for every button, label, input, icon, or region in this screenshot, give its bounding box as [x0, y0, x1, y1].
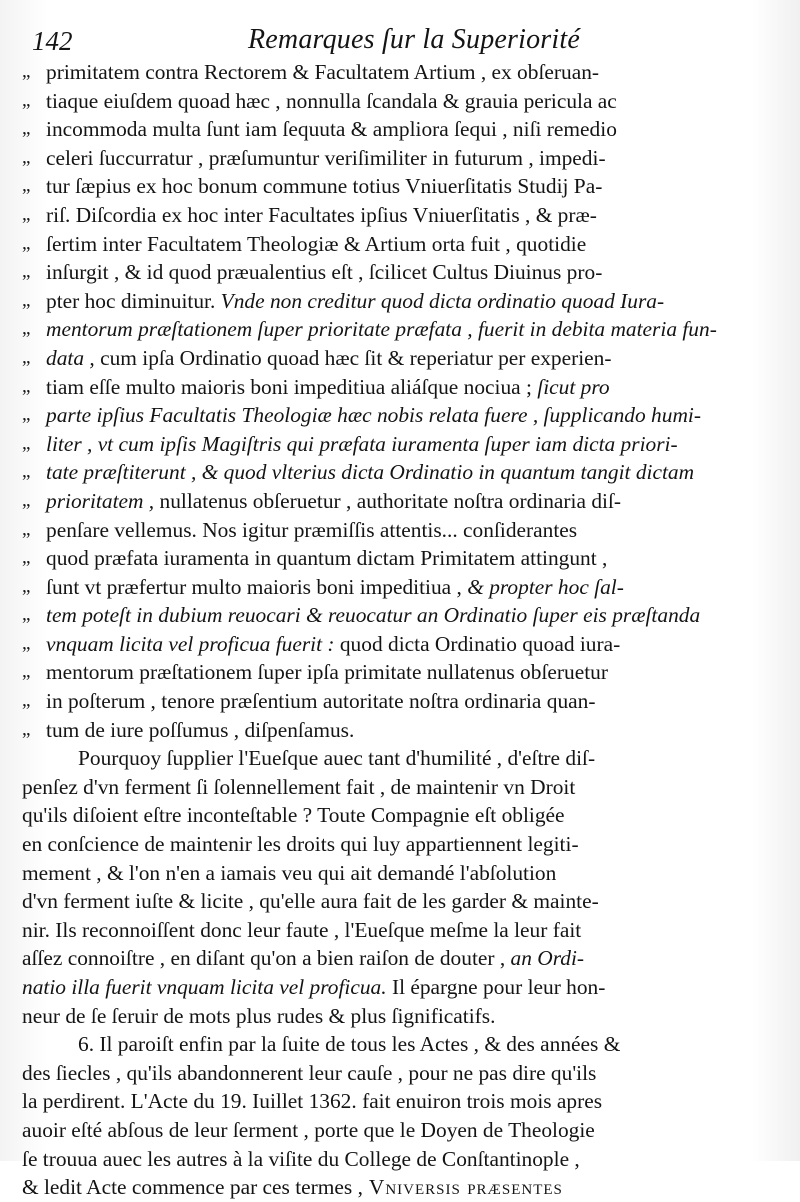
- text-line: [22, 601, 780, 630]
- text-segment: in poſterum , tenore præſentium autoritate noſtra ordinaria quan-: [46, 689, 596, 714]
- text-segment: Pourquoy ſupplier l'Eueſque auec tant d'humilité , d'eſtre diſ-: [78, 746, 596, 771]
- text-line: [22, 315, 780, 344]
- text-line: [22, 544, 780, 573]
- quote-mark: „: [22, 661, 30, 683]
- text-line: [22, 58, 780, 87]
- quote-mark: „: [22, 604, 30, 626]
- text-segment: aſſez connoiſtre , en diſant qu'on a bien raiſon de douter ,: [22, 946, 506, 971]
- italic-segment: prioritatem ,: [46, 488, 155, 513]
- text-segment: cum ipſa Ordinatio quoad hæc ſit & reperiatur per experien-: [94, 345, 612, 370]
- quote-mark: „: [22, 489, 30, 511]
- quote-mark: „: [22, 203, 30, 225]
- text-line: [22, 230, 780, 259]
- text-line: [22, 658, 780, 687]
- text-line: [22, 859, 780, 888]
- text-line: [22, 87, 780, 116]
- text-segment: ſertim inter Facultatem Theologiæ & Artium orta fuit , quotidie: [46, 231, 587, 256]
- text-line: [22, 144, 780, 173]
- text-segment: quod dicta Ordinatio quoad iura-: [334, 631, 621, 656]
- quote-mark: „: [22, 518, 30, 540]
- running-title: Remarques ſur la Superiorité: [248, 24, 580, 55]
- text-segment: 6. Il paroiſt enfin par la ſuite de tous les Actes , & des années &: [78, 1032, 621, 1057]
- text-segment: pter hoc diminuitur.: [46, 288, 216, 313]
- text-line: [22, 573, 780, 602]
- italic-segment: data ,: [46, 345, 95, 370]
- text-segment: celeri ſuccurratur , præſumuntur veriſimiliter in futurum , impedi-: [46, 145, 606, 170]
- italic-segment: tem poteſt in dubium reuocari & reuocatur an Ordinatio ſuper eis præſtanda: [46, 603, 701, 628]
- text-line: [22, 916, 780, 945]
- quote-mark: „: [22, 404, 30, 426]
- text-segment: incommoda multa ſunt iam ſequuta & ampliora ſequi , niſi remedio: [46, 117, 617, 142]
- quote-mark: „: [22, 346, 30, 368]
- text-line: [22, 944, 780, 973]
- text-segment: d'vn ferment iuſte & licite , qu'elle aura fait de les garder & mainte-: [22, 889, 599, 914]
- text-line: [22, 630, 780, 659]
- text-line: [22, 287, 780, 316]
- quote-mark: „: [22, 432, 30, 454]
- body-text: [22, 58, 780, 1202]
- text-line: [22, 172, 780, 201]
- text-segment: nir. Ils reconnoiſſent donc leur faute , l'Eueſque meſme la leur fait: [22, 917, 582, 942]
- quote-mark: „: [22, 118, 30, 140]
- quote-mark: „: [22, 575, 30, 597]
- text-line: [22, 516, 780, 545]
- text-segment: inſurgit , & id quod præualentius eſt , ſcilicet Cultus Diuinus pro-: [46, 260, 603, 285]
- text-line: [22, 487, 780, 516]
- text-segment: en conſcience de maintenir les droits qui luy appartiennent legiti-: [22, 832, 579, 857]
- text-segment: & ledit Acte commence par ces termes ,: [22, 1175, 363, 1200]
- text-line: [22, 344, 780, 373]
- quote-mark: „: [22, 175, 30, 197]
- text-segment: tum de iure poſſumus , diſpenſamus.: [46, 717, 355, 742]
- text-line: [22, 1030, 780, 1059]
- italic-segment: mentorum præſtationem ſuper prioritate præfata , fuerit in debita materia fun-: [46, 317, 717, 342]
- text-line: [22, 973, 780, 1002]
- text-line: [22, 458, 780, 487]
- small-caps-segment: Vniversis præsentes: [362, 1175, 563, 1200]
- text-line: [22, 744, 780, 773]
- text-segment: tiam eſſe multo maioris boni impeditiua aliáſque nociua ;: [46, 374, 532, 399]
- quote-mark: „: [22, 461, 30, 483]
- text-segment: la perdirent. L'Acte du 19. Iuillet 1362. fait enuiron trois mois apres: [22, 1089, 603, 1114]
- quote-mark: „: [22, 261, 30, 283]
- text-line: [22, 430, 780, 459]
- text-line: [22, 1002, 780, 1031]
- quote-mark: „: [22, 61, 30, 82]
- quote-mark: „: [22, 690, 30, 712]
- quote-mark: „: [22, 89, 30, 111]
- text-segment: auoir eſté abſous de leur ſerment , porte que le Doyen de Theologie: [22, 1117, 595, 1142]
- text-line: [22, 1087, 780, 1116]
- text-line: [22, 201, 780, 230]
- quote-mark: „: [22, 318, 30, 340]
- text-line: [22, 887, 780, 916]
- text-line: [22, 1116, 780, 1145]
- text-segment: qu'ils diſoient eſtre inconteſtable ? Toute Compagnie eſt obligée: [22, 803, 565, 828]
- text-line: [22, 1173, 780, 1202]
- quote-mark: „: [22, 547, 30, 569]
- text-segment: mement , & l'on n'en a iamais veu qui ait demandé l'abſolution: [22, 860, 557, 885]
- text-segment: Il épargne pour leur hon-: [386, 975, 606, 999]
- text-segment: primitatem contra Rectorem & Facultatem Artium , ex obſeruan-: [46, 60, 600, 84]
- text-segment: riſ. Diſcordia ex hoc inter Facultates ipſius Vniuerſitatis , & præ-: [46, 202, 597, 227]
- quote-mark: „: [22, 146, 30, 168]
- text-segment: penſez d'vn ferment ſi ſolennellement fait , de maintenir vn Droit: [22, 774, 576, 799]
- text-segment: tiaque eiuſdem quoad hæc , nonnulla ſcandala & grauia pericula ac: [46, 88, 617, 113]
- text-segment: nullatenus obſeruetur , authoritate noſtra ordinaria diſ-: [154, 488, 622, 513]
- italic-segment: & propter hoc ſal-: [461, 574, 624, 599]
- text-segment: ſe trouua auec les autres à la viſite du College de Conſtantinople ,: [22, 1146, 580, 1171]
- italic-segment: parte ipſius Facultatis Theologiæ hæc nobis relata fuere , ſupplicando humi-: [46, 403, 701, 428]
- italic-segment: natio illa fuerit vnquam licita vel proficua.: [22, 975, 387, 999]
- text-line: [22, 773, 780, 802]
- text-line: [22, 373, 780, 402]
- text-line: [22, 1059, 780, 1088]
- text-segment: des ſiecles , qu'ils abandonnerent leur cauſe , pour ne pas dire qu'ils: [22, 1060, 597, 1085]
- text-line: [22, 830, 780, 859]
- quote-mark: „: [22, 289, 30, 311]
- text-line: [22, 401, 780, 430]
- text-line: [22, 258, 780, 287]
- italic-segment: tate præſtiterunt , & quod vlterius dicta Ordinatio in quantum tangit dictam: [46, 460, 695, 485]
- text-segment: tur ſæpius ex hoc bonum commune totius Vniuerſitatis Studij Pa-: [46, 174, 603, 199]
- page-header: [22, 18, 760, 62]
- text-segment: mentorum præſtationem ſuper ipſa primitate nullatenus obſeruetur: [46, 660, 608, 685]
- text-line: [22, 687, 780, 716]
- quote-mark: „: [22, 375, 30, 397]
- text-segment: quod præfata iuramenta in quantum dictam Primitatem attingunt ,: [46, 546, 608, 571]
- text-line: [22, 1145, 780, 1174]
- text-segment: ſunt vt præfertur multo maioris boni impeditiua ,: [46, 574, 462, 599]
- text-line: [22, 801, 780, 830]
- quote-mark: „: [22, 232, 30, 254]
- quote-mark: „: [22, 632, 30, 654]
- italic-segment: Vnde non creditur quod dicta ordinatio quoad Iura-: [215, 288, 665, 313]
- text-line: [22, 115, 780, 144]
- italic-segment: liter , vt cum ipſis Magiſtris qui præfata iuramenta ſuper iam dicta priori-: [46, 431, 678, 456]
- italic-segment: an Ordi-: [505, 946, 585, 971]
- text-line: [22, 716, 780, 745]
- quote-mark: „: [22, 718, 30, 740]
- page-number: 142: [32, 26, 73, 56]
- text-segment: neur de ſe ſeruir de mots plus rudes & plus ſignificatifs.: [22, 1003, 496, 1028]
- text-segment: penſare vellemus. Nos igitur præmiſſis attentis... conſiderantes: [46, 517, 578, 542]
- italic-segment: vnquam licita vel proficua fuerit :: [46, 631, 335, 656]
- italic-segment: ſicut pro: [531, 374, 610, 399]
